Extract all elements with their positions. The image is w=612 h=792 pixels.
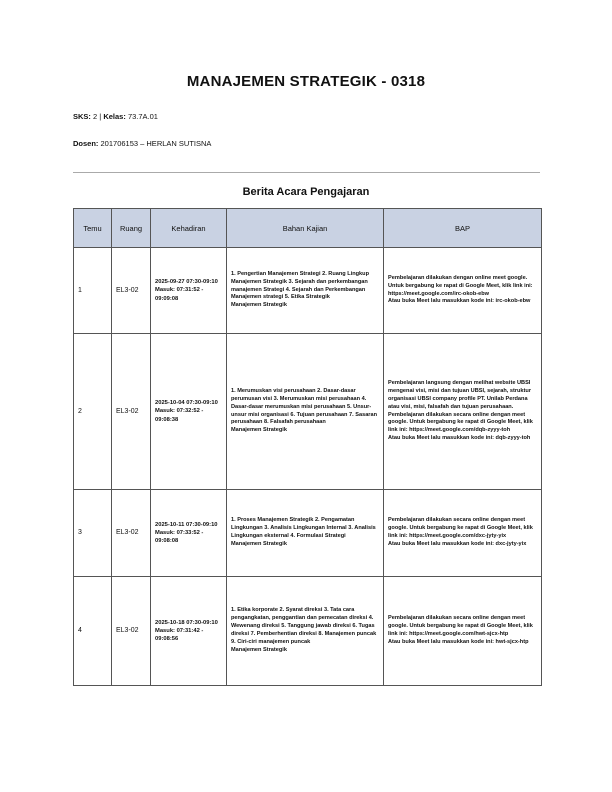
kehadiran-cell (151, 248, 227, 334)
bap-cell (384, 334, 542, 490)
header-ruang: Ruang (112, 209, 151, 248)
table-header-row (74, 209, 542, 248)
table-row (74, 490, 542, 577)
sks-value: 2 (93, 112, 98, 121)
bahan-kajian-cell (227, 334, 384, 490)
table-row (74, 334, 542, 490)
jadwal-text: 2025-10-04 07:30-09:10 (155, 400, 218, 407)
masuk-text: Masuk: 07:31:52 - 09:09:08 (155, 287, 204, 302)
ruang-cell: EL3-02 (112, 577, 151, 686)
kelas-label: Kelas: (103, 112, 126, 121)
ruang-cell: EL3-02 (112, 248, 151, 334)
bahan-kajian-text: 1. Pengertian Manajemen Strategi 2. Ruang Lingkup Manajemen Strategik 3. Sejarah dan perkembangan manajemen Strategi 4. Sejarah dan Perkembangan Manajemen strategi 5. Etika Strategik (231, 270, 370, 301)
kelas-value: 73.7A.01 (127, 112, 158, 121)
mata-kuliah-text: Manajemen Strategik (231, 302, 287, 309)
jadwal-text: 2025-09-27 07:30-09:10 (155, 279, 218, 286)
bap-code-text: Atau buka Meet lalu masukkan kode ini: irc-okob-ebw (388, 298, 531, 305)
bap-cell (384, 577, 542, 686)
masuk-text: Masuk: 07:31:42 - 09:08:56 (155, 627, 204, 643)
bap-code-text: Atau buka Meet lalu masukkan kode ini: hwt-sjcx-htp (388, 638, 529, 645)
bap-text: Pembelajaran dilakukan secara online dengan meet google. Untuk bergabung ke rapat di Google Meet, klik link ini: https://meet.google.com/hwt-sjcx-htp (388, 615, 533, 637)
section-title: Berita Acara Pengajaran (242, 186, 370, 198)
kehadiran-cell (151, 490, 227, 577)
table-row (74, 577, 542, 686)
table-row (74, 248, 542, 334)
mata-kuliah-text: Manajemen Strategik (231, 646, 287, 653)
divider (73, 172, 540, 173)
bahan-kajian-text: 1. Merumuskan visi perusahaan 2. Dasar-dasar perumusan visi 3. Merumuskan misi perusahaan 4. Dasar-dasar merumuskan misi perusahaan 5. Unsur-unsur misi organisasi 6. Tujuan perusahaan 7. Sasaran perusahaan 8. Falsafah perusahaan (231, 387, 378, 426)
temu-cell: 3 (74, 490, 112, 577)
temu-cell: 2 (74, 334, 112, 490)
kehadiran-cell (151, 334, 227, 490)
bap-text: Pembelajaran dilakukan secara online dengan meet google. Untuk bergabung ke rapat di Google Meet, klik link ini: https://meet.google.com/dxc-jyty-yix (388, 517, 533, 539)
bap-cell (384, 248, 542, 334)
bahan-kajian-cell (227, 577, 384, 686)
masuk-text: Masuk: 07:32:52 - 09:08:38 (155, 408, 204, 423)
meta-separator: | (99, 112, 102, 121)
bahan-kajian-text: 1. Proses Manajemen Strategik 2. Pengamatan Lingkungan 3. Analisis Lingkungan Internal 3. Analisis Lingkungan eksternal 4. Formulasi Strategi (231, 517, 376, 539)
bahan-kajian-cell (227, 248, 384, 334)
header-bap: BAP (384, 209, 542, 248)
temu-cell: 1 (74, 248, 112, 334)
ruang-cell: EL3-02 (112, 490, 151, 577)
bahan-kajian-cell (227, 490, 384, 577)
dosen-value: 201706153 – HERLAN SUTISNA (100, 139, 212, 148)
temu-cell: 4 (74, 577, 112, 686)
jadwal-text: 2025-10-11 07:30-09:10 (155, 521, 218, 528)
kehadiran-cell (151, 577, 227, 686)
bahan-kajian-text: 1. Etika korporate 2. Syarat direksi 3. Tata cara pengangkatan, penggantian dan pemecatan direksi 4. Wewenang direksi 5. Tanggung jawab direksi 6. Tugas direksi 7. Pemberhentian direksi 8. Manajemen puncak 9. Ciri-ciri manajemen puncak (231, 607, 377, 645)
bap-text: Pembelajaran dilakukan dengan online meet google. Untuk bergabung ke rapat di Google Meet, klik link ini: https://meet.google.com/irc-okob-ebw (388, 274, 533, 297)
header-temu: Temu (74, 209, 112, 248)
bap-table (73, 208, 542, 686)
sks-label: SKS: (73, 112, 91, 121)
masuk-text: Masuk: 07:33:52 - 09:08:08 (155, 529, 204, 545)
header-bahan-kajian: Bahan Kajian (227, 209, 384, 248)
dosen-label: Dosen: (73, 139, 99, 148)
mata-kuliah-text: Manajemen Strategik (231, 540, 287, 547)
bap-cell (384, 490, 542, 577)
sks-kelas-line (73, 112, 158, 121)
page-title: MANAJEMEN STRATEGIK - 0318 (186, 73, 426, 90)
bap-text: Pembelajaran langsung dengan melihat website UBSI mengenai visi, misi dan tujuan UBSI, sejarah, struktur organisasi UBSI company profile PT. Unilab Perdana atau visi, misi, falsafah dan tujuan perusahaan. Pembelajaran dilakukan secara online dengan meet google. Untuk bergabung ke rapat di Google Meet, klik link ini: https://meet.google.com/dqb-zyyy-toh (388, 379, 533, 434)
bap-code-text: Atau buka Meet lalu masukkan kode ini: dqb-zyyy-toh (388, 435, 531, 442)
jadwal-text: 2025-10-18 07:30-09:10 (155, 619, 218, 626)
ruang-cell: EL3-02 (112, 334, 151, 490)
mata-kuliah-text: Manajemen Strategik (231, 427, 287, 434)
bap-code-text: Atau buka Meet lalu masukkan kode ini: dxc-jyty-yix (388, 540, 527, 547)
dosen-line (73, 139, 211, 148)
header-kehadiran: Kehadiran (151, 209, 227, 248)
